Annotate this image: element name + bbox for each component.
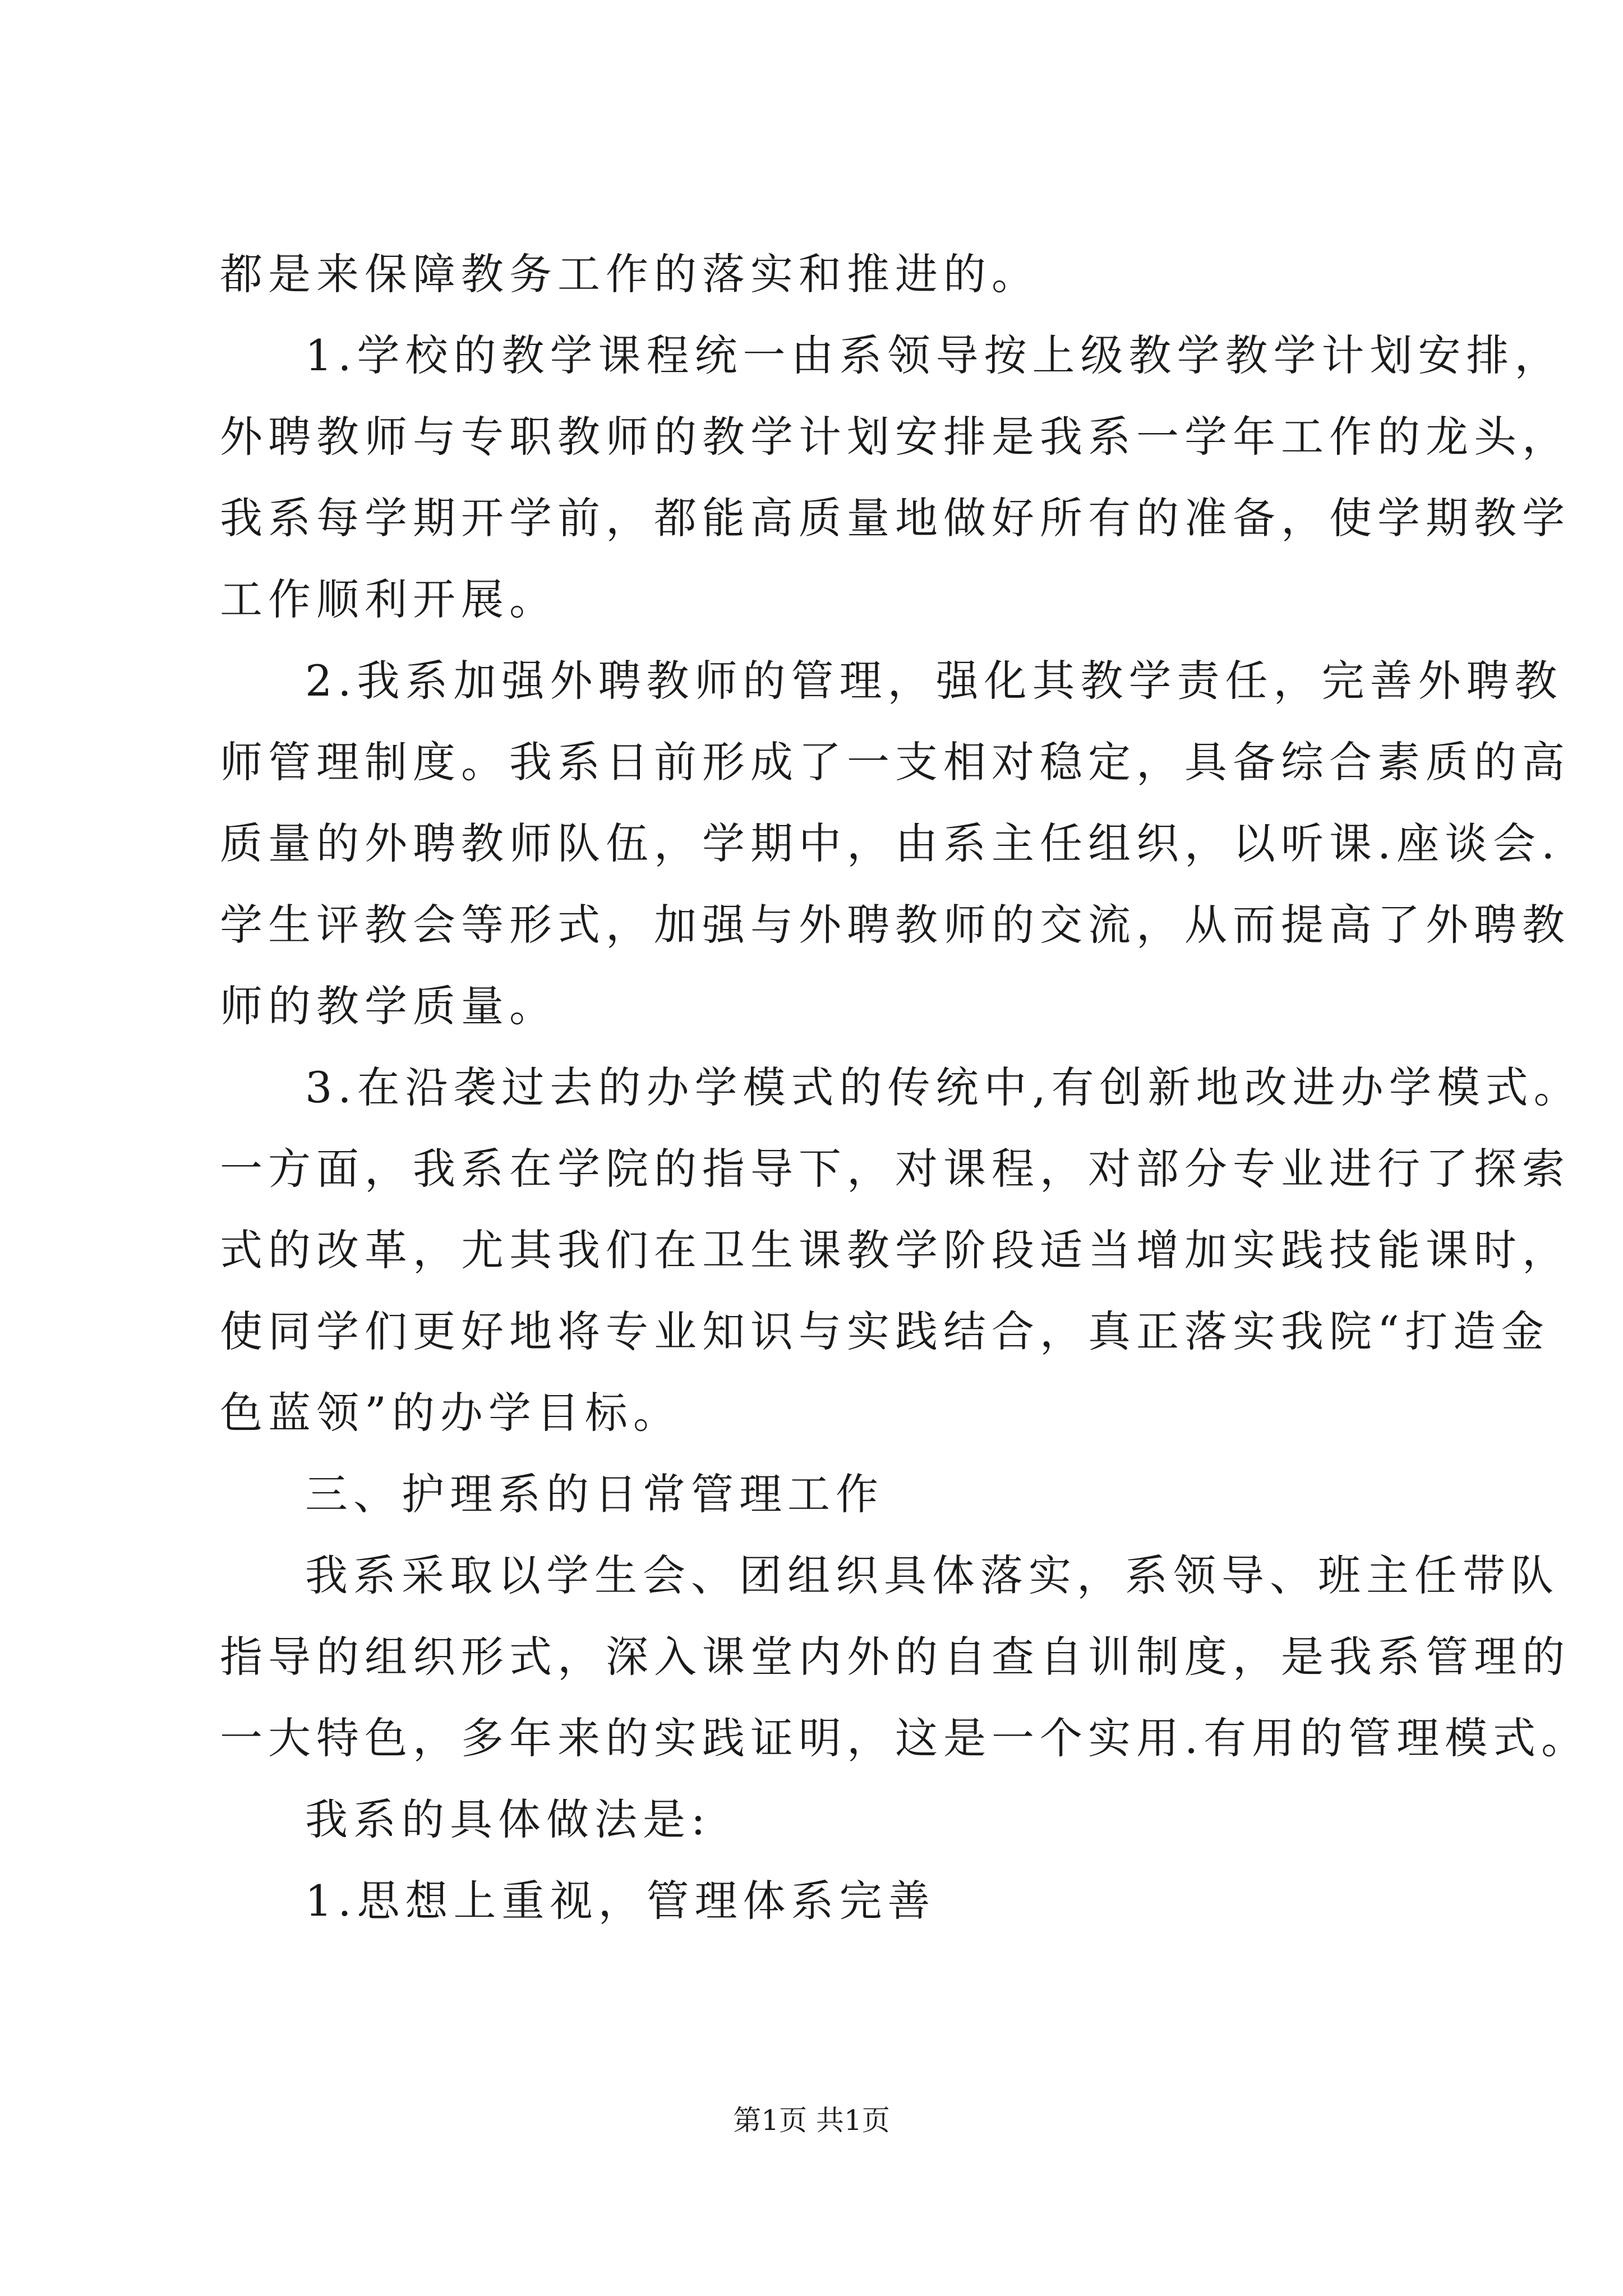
text-line: 都是来保障教务工作的落实和推进的。 — [220, 249, 1040, 299]
text-line: 2.我系加强外聘教师的管理，强化其教学责任，完善外聘教 — [305, 656, 1563, 706]
text-line: 我系每学期开学前，都能高质量地做好所有的准备，使学期教学 — [220, 493, 1570, 543]
text-line: 一方面，我系在学院的指导下，对课程，对部分专业进行了探索 — [220, 1144, 1570, 1194]
text-line: 3.在沿袭过去的办学模式的传统中,有创新地改进办学模式。 — [305, 1062, 1582, 1112]
text-line: 色蓝领”的办学目标。 — [220, 1388, 681, 1438]
text-line: 师管理制度。我系日前形成了一支相对稳定，具备综合素质的高 — [220, 737, 1570, 787]
page-footer: 第1页 共1页 — [733, 2104, 890, 2137]
text-line: 我系的具体做法是: — [305, 1795, 711, 1844]
text-line: 我系采取以学生会、团组织具体落实，系领导、班主任带队 — [305, 1550, 1559, 1600]
text-line: 学生评教会等形式，加强与外聘教师的交流，从而提高了外聘教 — [220, 900, 1570, 950]
text-line: 工作顺利开展。 — [220, 574, 557, 624]
text-line: 质量的外聘教师队伍，学期中，由系主任组织，以听课.座谈会. — [220, 818, 1561, 868]
text-line: 一大特色，多年来的实践证明，这是一个实用.有用的管理模式。 — [220, 1713, 1590, 1763]
section-heading: 三、护理系的日常管理工作 — [305, 1469, 884, 1519]
text-line: 使同学们更好地将专业知识与实践结合，真正落实我院“打造金 — [220, 1306, 1550, 1356]
text-line: 师的教学质量。 — [220, 981, 557, 1031]
text-line: 1.思想上重视，管理体系完善 — [305, 1876, 936, 1926]
text-line: 1.学校的教学课程统一由系领导按上级教学教学计划安排， — [305, 330, 1563, 380]
text-line: 式的改革，尤其我们在卫生课教学阶段适当增加实践技能课时， — [220, 1225, 1570, 1275]
text-line: 指导的组织形式，深入课堂内外的自查自训制度，是我系管理的 — [220, 1632, 1570, 1682]
text-line: 外聘教师与专职教师的教学计划安排是我系一学年工作的龙头， — [220, 412, 1570, 462]
